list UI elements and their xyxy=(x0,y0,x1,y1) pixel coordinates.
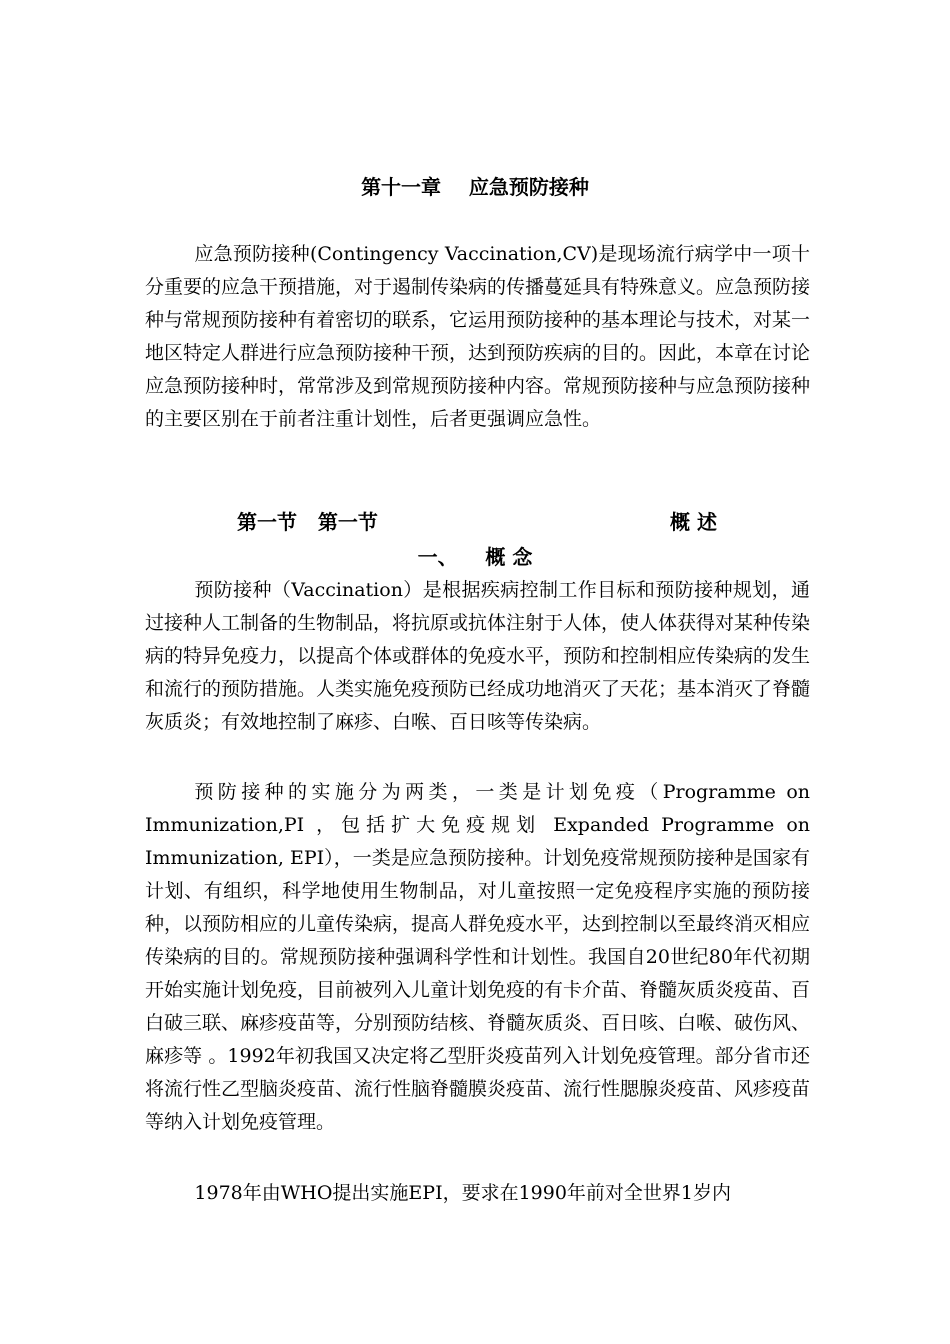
body-paragraph: 预防接种的实施分为两类，一类是计划免疫（Programme on Immunization,PI ，包括扩大免疫规划 Expanded Programme on Immunization, EPI），一类是应急预防接种。计划免疫常规预防接种是国家有计划、有组织，科学地使用生物制品，对儿童按照一定免疫程序实施的预防接种，以预防相应的儿童传染病，提高人群免疫水平，达到控制以至最终消灭相应传染病的目的。常规预防接种强调科学性和计划性。我国自20世纪80年代初期开始实施计划免疫，目前被列入儿童计划免疫的有卡介苗、脊髓灰质炎疫苗、百白破三联、麻疹疫苗等，分别预防结核、脊髓灰质炎、百日咳、白喉、破伤风、麻疹等 。1992年初我国又决定将乙型肝炎疫苗列入计划免疫管理。部分省市还将流行性乙型脑炎疫苗、流行性脑脊髓膜炎疫苗、流行性腮腺炎疫苗、风疹疫苗等纳入计划免疫管理。 xyxy=(145,781,811,1133)
section-number: 第一节 第一节 xyxy=(237,510,378,534)
body-paragraph: 1978年由WHO提出实施EPI，要求在1990年前对全世界1岁内 xyxy=(194,1182,732,1204)
section-title: 概 述 xyxy=(670,510,717,534)
chapter-title: 第十一章 应急预防接种 xyxy=(361,175,589,199)
intro-paragraph: 应急预防接种(Contingency Vaccination,CV)是现场流行病学中一项十分重要的应急干预措施，对于遏制传染病的传播蔓延具有特殊意义。应急预防接种与常规预防接种有着密切的联系，它运用预防接种的基本理论与技术，对某一地区特定人群进行应急预防接种干预，达到预防疾病的目的。因此，本章在讨论应急预防接种时，常常涉及到常规预防接种内容。常规预防接种与应急预防接种的主要区别在于前者注重计划性，后者更强调应急性。 xyxy=(145,243,811,430)
section-heading xyxy=(237,508,717,536)
subsection-heading: 一、 概 念 xyxy=(417,545,533,569)
body-paragraph: 预防接种（Vaccination）是根据疾病控制工作目标和预防接种规划，通过接种人工制备的生物制品，将抗原或抗体注射于人体，使人体获得对某种传染病的特异免疫力，以提高个体或群体的免疫水平，预防和控制相应传染病的发生和流行的预防措施。人类实施免疫预防已经成功地消灭了天花；基本消灭了脊髓灰质炎；有效地控制了麻疹、白喉、百日咳等传染病。 xyxy=(145,579,811,733)
